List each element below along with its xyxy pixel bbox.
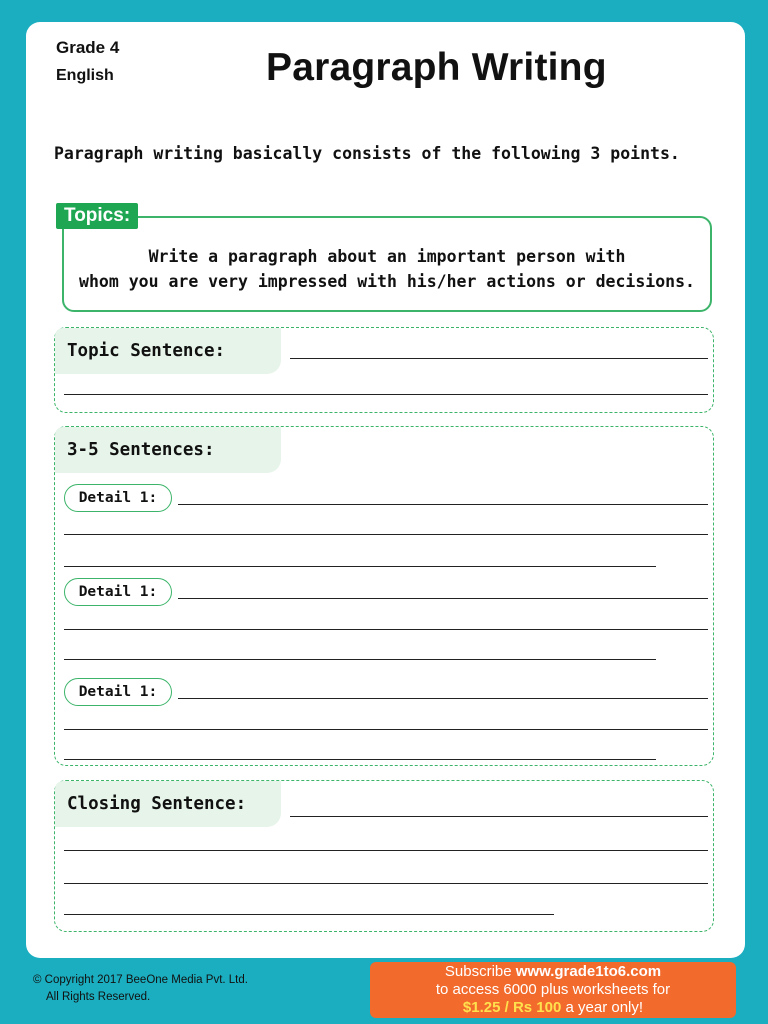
worksheet-page <box>26 22 745 958</box>
writing-line[interactable] <box>178 698 708 699</box>
writing-line[interactable] <box>64 394 708 395</box>
page-title: Paragraph Writing <box>266 46 607 89</box>
writing-line[interactable] <box>178 504 708 505</box>
closing-sentence-tab: Closing Sentence: <box>55 781 281 827</box>
promo-prefix: Subscribe <box>444 963 516 980</box>
writing-line[interactable] <box>64 759 656 760</box>
promo-line-3 <box>370 999 736 1017</box>
detail-label: Detail 1: <box>64 678 172 706</box>
promo-line-2: to access 6000 plus worksheets for <box>435 981 671 998</box>
writing-line[interactable] <box>64 850 708 851</box>
detail-label: Detail 1: <box>64 484 172 512</box>
writing-line[interactable] <box>64 629 708 630</box>
promo-site-link[interactable]: www.grade1to6.com <box>515 963 662 980</box>
detail-label: Detail 1: <box>64 578 172 606</box>
writing-line[interactable] <box>64 883 708 884</box>
writing-line[interactable] <box>64 659 656 660</box>
promo-line-1 <box>370 963 736 981</box>
copyright-line-2: All Rights Reserved. <box>46 991 151 1003</box>
topic-sentence-tab: Topic Sentence: <box>55 328 281 374</box>
writing-line[interactable] <box>290 816 708 817</box>
subject-label: English <box>56 67 114 84</box>
grade-label: Grade 4 <box>56 38 120 57</box>
topics-prompt <box>62 244 712 294</box>
writing-line[interactable] <box>64 534 708 535</box>
topics-prompt-line-1: Write a paragraph about an important person with <box>148 247 626 266</box>
writing-line[interactable] <box>64 914 554 915</box>
body-sentences-tab: 3-5 Sentences: <box>55 427 281 473</box>
promo-suffix: a year only! <box>561 999 644 1016</box>
topics-label: Topics: <box>56 203 138 229</box>
topics-prompt-line-2: whom you are very impressed with his/her actions or decisions. <box>79 272 695 291</box>
subscribe-banner[interactable] <box>370 962 736 1018</box>
copyright-notice <box>33 972 248 1006</box>
writing-line[interactable] <box>64 729 708 730</box>
writing-line[interactable] <box>178 598 708 599</box>
promo-price: $1.25 / Rs 100 <box>462 999 562 1016</box>
intro-text: Paragraph writing basically consists of the following 3 points. <box>54 144 680 163</box>
copyright-line-1: © Copyright 2017 BeeOne Media Pvt. Ltd. <box>33 974 248 986</box>
writing-line[interactable] <box>290 358 708 359</box>
writing-line[interactable] <box>64 566 656 567</box>
